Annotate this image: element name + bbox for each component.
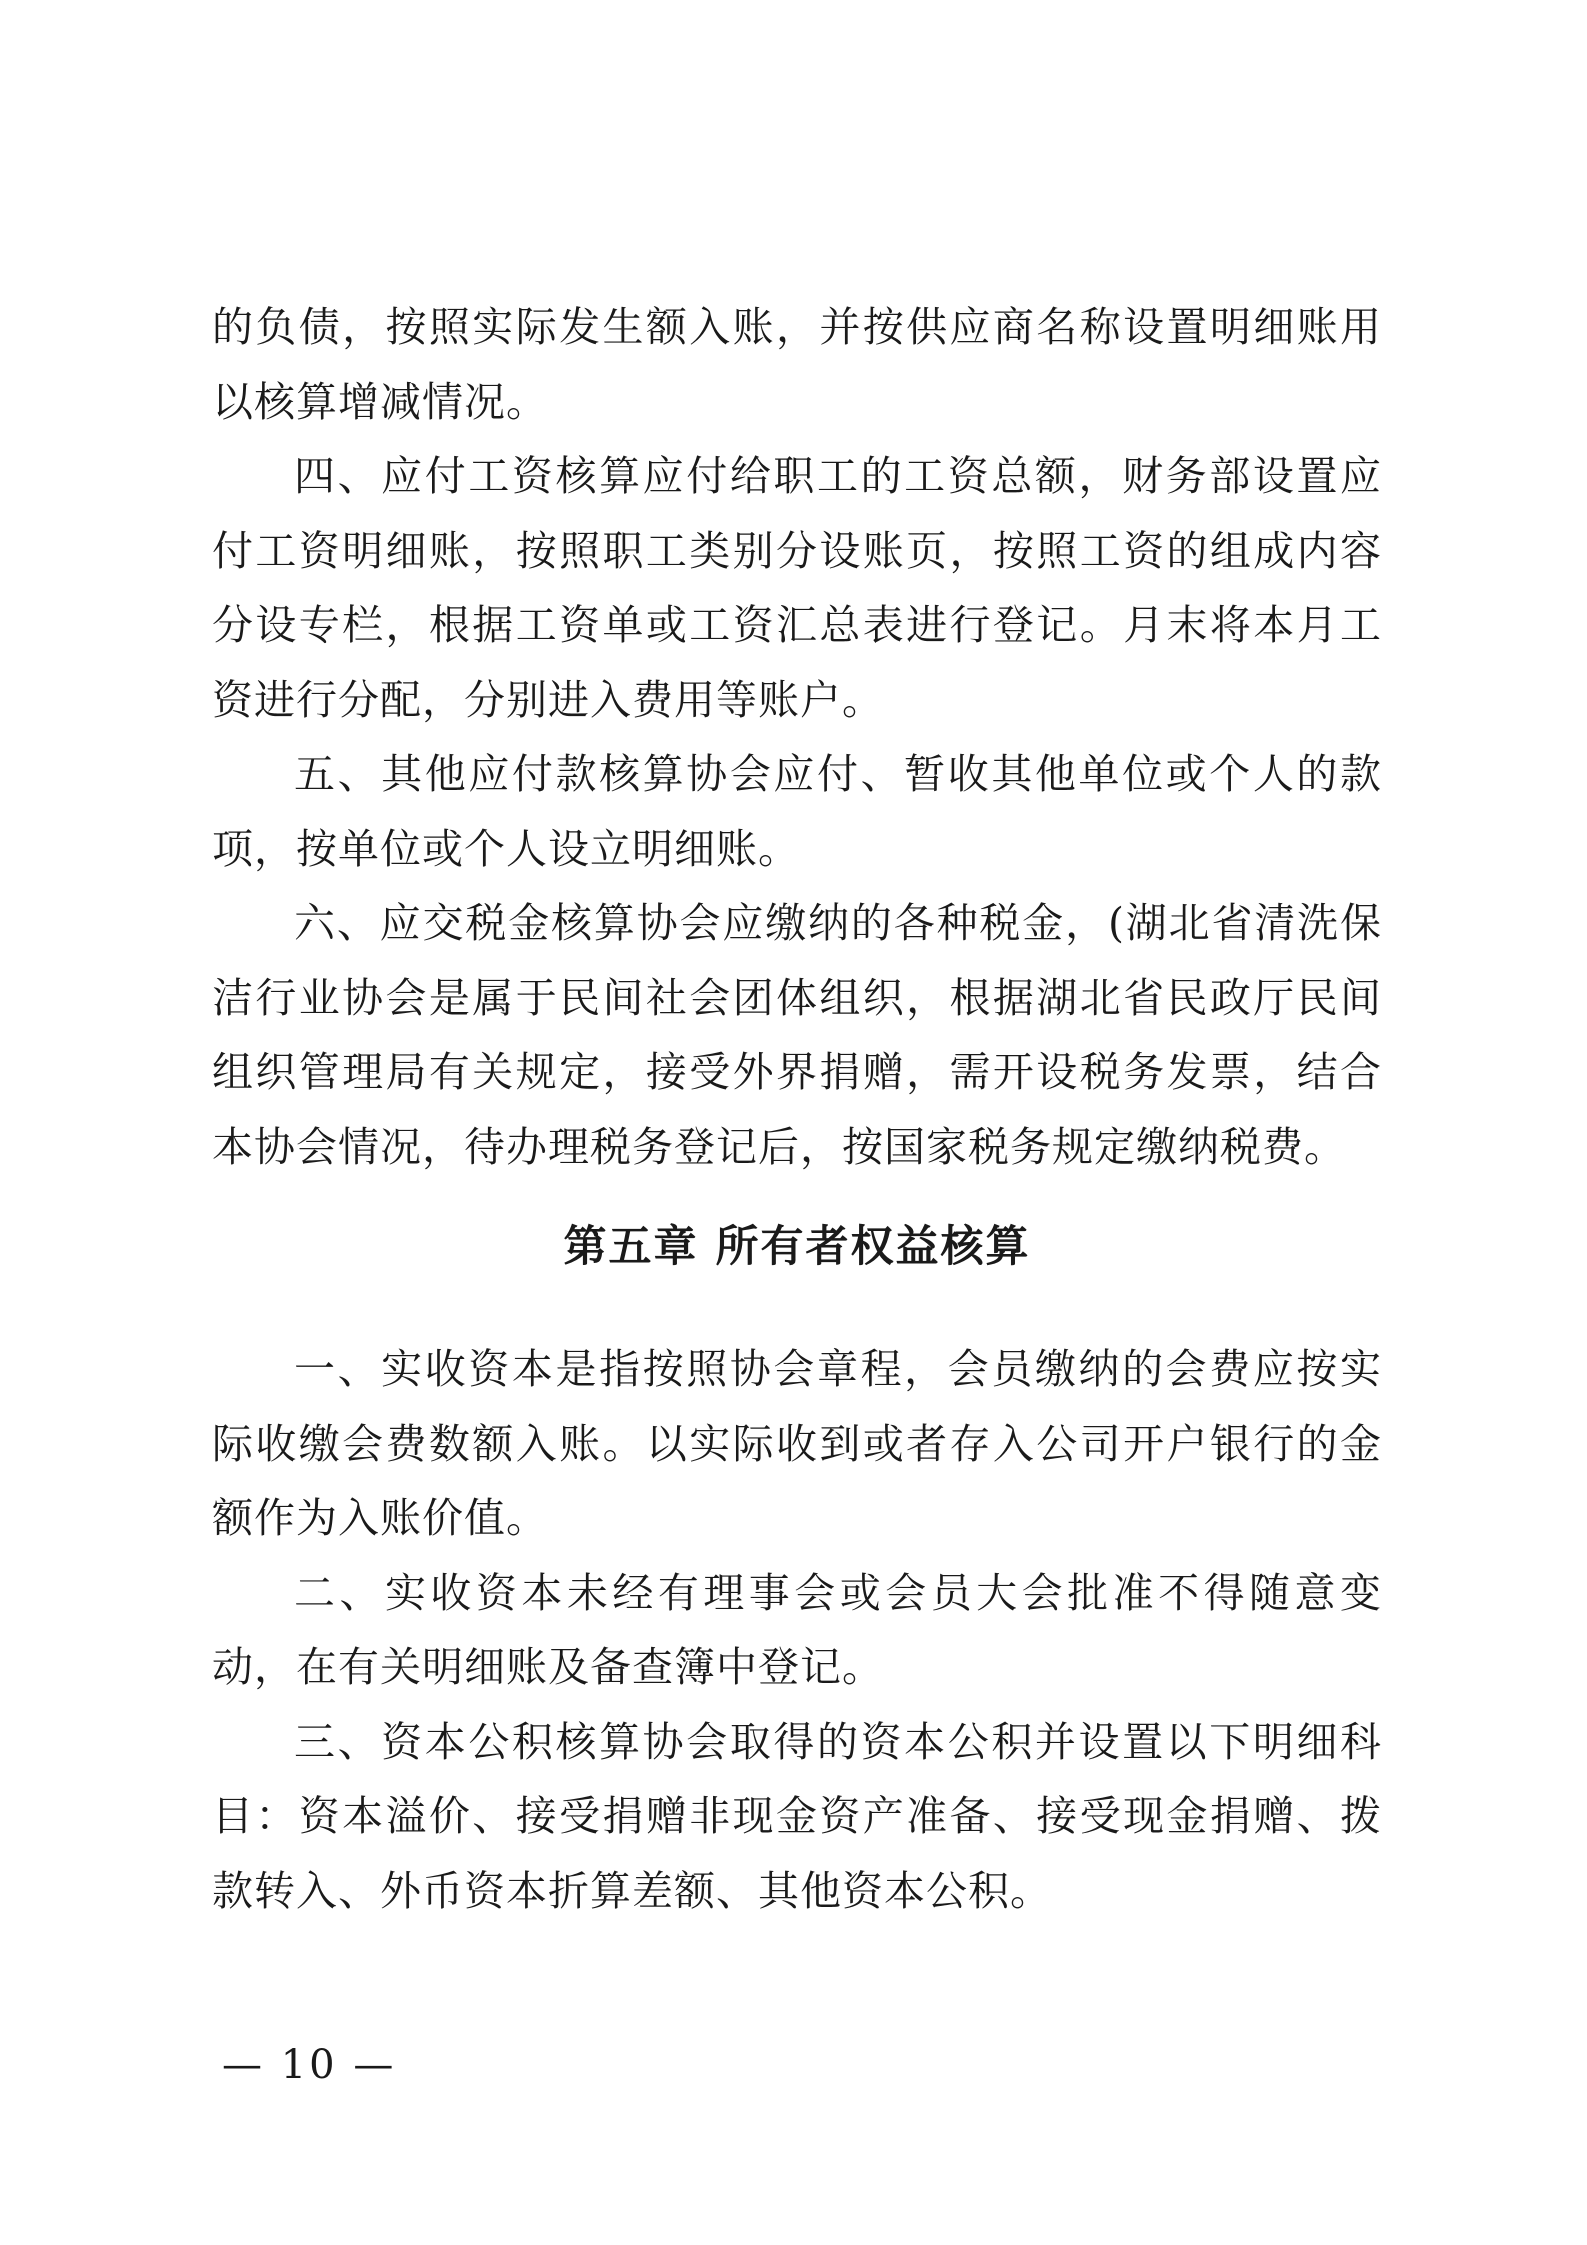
page-content xyxy=(212,290,1382,1928)
paragraph: 的负债，按照实际发生额入账，并按供应商名称设置明细账用以核算增减情况。 xyxy=(212,303,1382,426)
page-number: — 10 — xyxy=(222,2042,397,2088)
paragraph: 六、应交税金核算协会应缴纳的各种税金，(湖北省清洗保洁行业协会是属于民间社会团体组织，根据湖北省民政厅民间组织管理局有关规定，接受外界捐赠，需开设税务发票，结合本协会情况，待办理税务登记后，按国家税务规定缴纳税费。 xyxy=(212,899,1382,1171)
paragraph: 一、实收资本是指按照协会章程，会员缴纳的会费应按实际收缴会费数额入账。以实际收到或者存入公司开户银行的金额作为入账价值。 xyxy=(212,1345,1382,1542)
paragraph: 四、应付工资核算应付给职工的工资总额，财务部设置应付工资明细账，按照职工类别分设账页，按照工资的组成内容分设专栏，根据工资单或工资汇总表进行登记。月末将本月工资进行分配，分别进入费用等账户。 xyxy=(212,452,1382,724)
paragraph: 三、资本公积核算协会取得的资本公积并设置以下明细科目：资本溢价、接受捐赠非现金资产准备、接受现金捐赠、拨款转入、外币资本折算差额、其他资本公积。 xyxy=(212,1717,1382,1915)
paragraph: 五、其他应付款核算协会应付、暂收其他单位或个人的款项，按单位或个人设立明细账。 xyxy=(212,750,1382,873)
chapter-heading: 第五章 所有者权益核算 xyxy=(563,1222,1031,1272)
paragraph: 二、实收资本未经有理事会或会员大会批准不得随意变动，在有关明细账及备查簿中登记。 xyxy=(212,1568,1382,1691)
